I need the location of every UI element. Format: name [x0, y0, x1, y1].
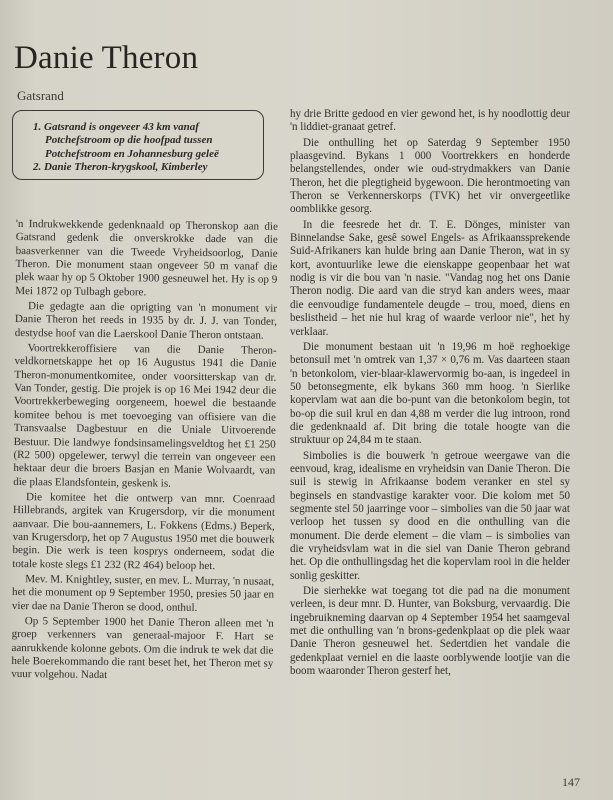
- page-subtitle: Gatsrand: [17, 88, 64, 103]
- note-item: 1. Gatsrand is ongeveer 43 km vanaf Potchefstroom op die hoofpad tussen Potchefstroom en Johannesburg geleë: [33, 121, 219, 160]
- paragraph: Die gedagte aan die oprigting van 'n monument vir Danie Theron het reeds in 1935 by dr. J. J. van Tonder, destydse hoof van die Laerskool Danie Theron ontstaan.: [14, 300, 278, 342]
- paragraph: Op 5 September 1900 het Danie Theron alleen met 'n groep verkenners van generaal-majoor F. Hart se aanrukkende kolonne gebots. Om die indruk te wek dat die hele Boerekommando die rant beset het, het Theron met sy vuur volgehou. Nadat: [11, 615, 274, 682]
- paragraph: Die komitee het die ontwerp van mnr. Coenraad Hillebrands, argitek van Krugersdorp, vir die monument aanvaar. Die bou-aannemers, L. Fokkens (Edms.) Beperk, van Krugersdorp, het op 7 Augustus 1950 met die bouwerk begin. Die werk is teen kosprys onderneem, sodat die totale koste slegs £1 232 (R2 464) beloop het.: [12, 490, 276, 572]
- right-text-column: [290, 108, 570, 680]
- location-note-box: [12, 110, 264, 180]
- paragraph: Die sierhekke wat toegang tot die pad na die monument verleen, is deur mnr. D. Hunter, van Boksburg, vervaardig. Die ingebruikneming daarvan op 4 September 1954 het saamgeval met die onthulling van 'n brons-gedenkplaat op die plek waar Danie Theron gesneuwel het. Sedertdien het vandale die gedenkplaat verniel en die laaste oorblywende lootjie van die boom waaronder Theron gesterf het,: [290, 585, 570, 678]
- note-item: 2. Danie Theron-krygskool, Kimberley: [33, 161, 208, 174]
- left-text-column: [11, 218, 278, 686]
- paragraph: In die feesrede het dr. T. E. Dönges, minister van Binnelandse Sake, gesê sowel Engels- as Afrikaanssprekende Suid-Afrikaners kan hulde bring aan Danie Theron, wat in sy kort, avontuurlike lewe die eienskappe geopenbaar het wat nodig is vir die bou van 'n nasie. "Vandag nog het ons Danie Theron nodig. Die aard van die stryd kan anders wees, maar die eenvoudige fundamentele deugde – trou, moed, diens en beslistheid – het nie hul krag of waarde verloor nie", het hy verklaar.: [290, 218, 570, 338]
- page-title: Danie Theron: [14, 40, 199, 76]
- paragraph: Mev. M. Knightley, suster, en mev. L. Murray, 'n nusaat, het die monument op 9 September 1950, presies 50 jaar en vier dae na Danie Theron se dood, onthul.: [11, 573, 275, 614]
- paragraph: 'n Indrukwekkende gedenknaald op Theronskop aan die Gatsrand gedenk die onverskrokke dade van die baasverkenner van die Tweede Vryheidsoorlog, Danie Theron. Die monument staan ongeveer 50 m vanaf die plek waar hy op 5 Oktober 1900 gesneuwel het. Hy is op 9 Mei 1872 op Tulbagh gebore.: [15, 218, 278, 299]
- page-number: 147: [562, 775, 580, 789]
- paragraph: Voortrekkeroffisiere van die Danie Theron-veldkornetskappe het op 16 Augustus 1941 die Danie Theron-monumentkomitee, onder voorsitterskap van dr. Van Tonder, gestig. Die projek is op 16 Mei 1942 deur die Voortrekkerbeweging oorgeneem, hoewel die bestaande komitee behou is met toevoeging van offisiere van die Transvaalse Dagbestuur en die Uniale Uitvoerende Bestuur. Die landwye fondsinsamelingsveldtog het £1 250 (R2 500) opgelewer, terwyl die terrein van ongeveer een hektaar deur die broers Basjan en Manie Wolvaardt, van die plaas Elandsfontein, geskenk is.: [13, 342, 277, 490]
- paragraph: Die onthulling het op Saterdag 9 September 1950 plaasgevind. Bykans 1 000 Voortrekkers en honderde belangstellendes, onder wie oud-strydmakkers van Danie Theron, het die plegtigheid bygewoon. Die herontmoeting van Theron se Verkennerskorps (TVK) het vir onvergeetlike oomblikke gesorg.: [290, 136, 570, 216]
- paragraph: hy drie Britte gedood en vier gewond het, is hy noodlottig deur 'n liddiet-granaat getref.: [290, 108, 570, 134]
- paragraph: Simbolies is die bouwerk 'n getroue weergawe van die eenvoud, krag, idealisme en vryheidsin van Danie Theron. Die suil is stewig in Afrikaanse bodem veranker en stel sy beginsels en standvastige karakter voor. Die kolom met 50 segmente stel 50 jaarringe voor – simbolies van die 50 jaar wat verloop het tussen sy dood en die onthulling van die monument. Die derde element – die vlam – is simbolies van die vryheidsvlam wat in die siel van Danie Theron gebrand het. Op die onthullingsdag het die kopervlam rooi in die helder sonlig geskitter.: [290, 449, 570, 582]
- paragraph: Die monument bestaan uit 'n 19,96 m hoë reghoekige betonsuil met 'n omtrek van 1,37 × 0,76 m. Vas daarteen staan 'n betonkolom, vier-blaar-klawervormig bo-aan, is ingedeel in 50 betonsegmente, elk bykans 360 mm hoog. 'n Sierlike kopervlam wat aan die bo-punt van die betonkolom begin, tot bo-op die suil krul en dan 4,88 m verder die lug introon, rond die gedenknaald af. Dit bring die totale hoogte van die struktuur op 24,84 m te staan.: [290, 340, 570, 447]
- note-list: [33, 121, 253, 175]
